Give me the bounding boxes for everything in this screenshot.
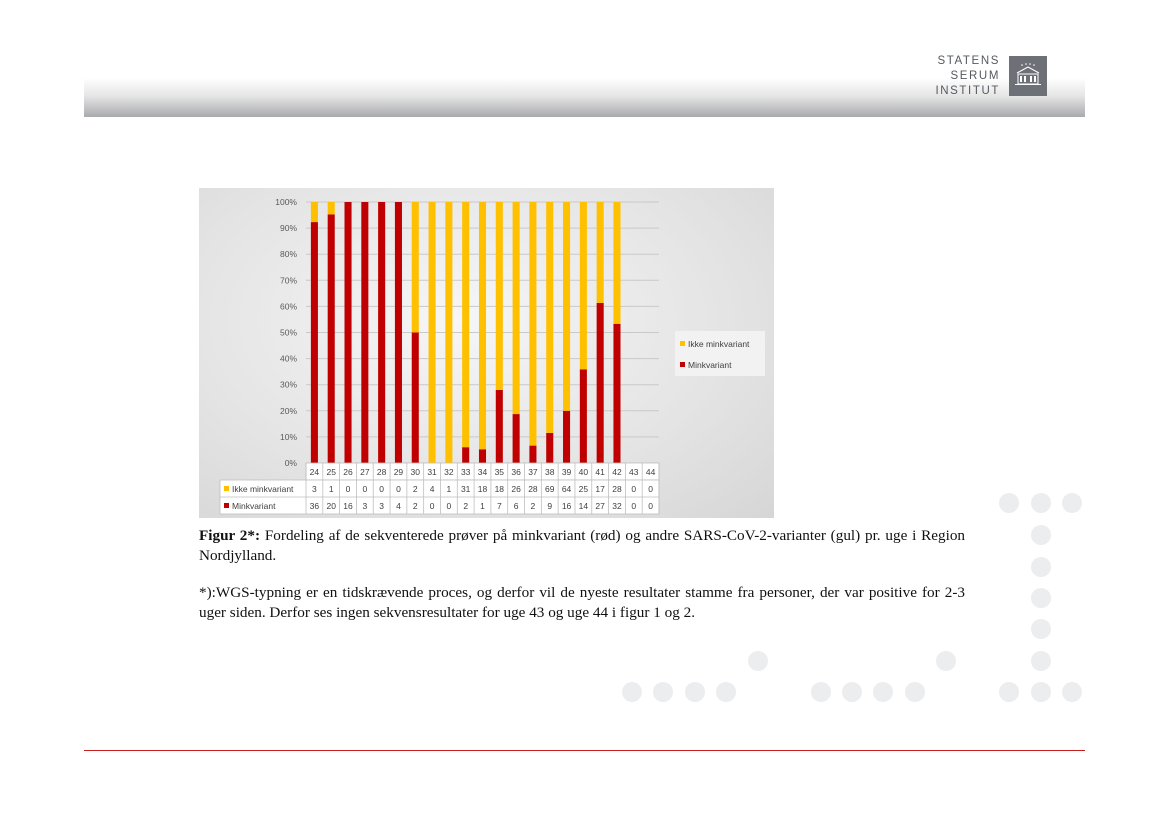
- table-cell-ikke-minkvariant: 31: [460, 484, 471, 494]
- decorative-dot: [1031, 557, 1051, 577]
- bar-minkvariant: [344, 202, 351, 463]
- bar-ikke-minkvariant: [429, 202, 436, 463]
- x-tick-label: 24: [309, 467, 320, 477]
- y-tick-label: 60%: [279, 301, 297, 312]
- x-tick-label: 37: [528, 467, 538, 477]
- decorative-dot: [1062, 682, 1082, 702]
- table-cell-minkvariant: 0: [446, 501, 452, 511]
- table-cell-ikke-minkvariant: 18: [494, 484, 505, 494]
- table-key-minkvariant: [224, 503, 229, 508]
- bar-ikke-minkvariant: [479, 202, 486, 449]
- table-cell-ikke-minkvariant: 0: [648, 484, 653, 494]
- table-cell-minkvariant: 2: [530, 501, 536, 511]
- bar-ikke-minkvariant: [513, 202, 520, 414]
- decorative-dot: [653, 682, 673, 702]
- table-cell-minkvariant: 32: [612, 501, 622, 511]
- x-tick-label: 29: [393, 467, 404, 477]
- figure-caption: [199, 526, 965, 566]
- y-tick-label: 20%: [279, 405, 297, 416]
- bar-minkvariant: [361, 202, 368, 463]
- decorative-dot: [936, 651, 956, 671]
- bar-ikke-minkvariant: [462, 202, 469, 447]
- decorative-dot: [716, 682, 736, 702]
- decorative-dot: [1031, 619, 1051, 639]
- decorative-dot: [873, 682, 893, 702]
- table-cell-minkvariant: 20: [326, 501, 336, 511]
- table-cell-minkvariant: 6: [513, 501, 519, 511]
- table-cell-minkvariant: 0: [631, 501, 637, 511]
- table-cell-ikke-minkvariant: 25: [578, 484, 589, 494]
- table-cell-minkvariant: 0: [429, 501, 435, 511]
- table-cell-ikke-minkvariant: 17: [595, 484, 605, 494]
- bar-minkvariant: [412, 333, 419, 464]
- y-tick-label: 70%: [279, 275, 297, 286]
- table-cell-ikke-minkvariant: 18: [477, 484, 488, 494]
- x-tick-label: 31: [427, 467, 437, 477]
- chart-image: [199, 188, 774, 518]
- table-cell-minkvariant: 16: [343, 501, 353, 511]
- bar-ikke-minkvariant: [445, 202, 452, 463]
- bar-minkvariant: [378, 202, 385, 463]
- table-cell-minkvariant: 9: [547, 501, 553, 511]
- bar-ikke-minkvariant: [412, 202, 419, 333]
- bar-minkvariant: [529, 446, 536, 463]
- decorative-dot: [685, 682, 705, 702]
- legend-label-ikke-minkvariant: Ikke minkvariant: [688, 339, 750, 349]
- table-cell-minkvariant: 3: [379, 501, 385, 511]
- decorative-dot: [1031, 493, 1051, 513]
- table-cell-ikke-minkvariant: 2: [412, 484, 418, 494]
- bar-ikke-minkvariant: [311, 202, 318, 222]
- x-tick-label: 34: [477, 467, 488, 477]
- decorative-dot: [842, 682, 862, 702]
- y-tick-label: 90%: [279, 223, 297, 234]
- caption-label: Figur 2*:: [199, 527, 261, 544]
- table-cell-ikke-minkvariant: 0: [379, 484, 385, 494]
- x-tick-label: 35: [494, 467, 505, 477]
- x-tick-label: 40: [578, 467, 589, 477]
- x-tick-label: 28: [376, 467, 387, 477]
- decorative-dot: [999, 682, 1019, 702]
- x-tick-label: 43: [629, 467, 639, 477]
- table-cell-minkvariant: 36: [309, 501, 320, 511]
- table-cell-minkvariant: 16: [561, 501, 572, 511]
- bar-minkvariant: [496, 390, 503, 463]
- bar-minkvariant: [580, 369, 587, 463]
- table-cell-ikke-minkvariant: 1: [446, 484, 452, 494]
- y-tick-label: 80%: [279, 249, 297, 260]
- x-tick-label: 32: [444, 467, 454, 477]
- table-cell-minkvariant: 0: [648, 501, 653, 511]
- table-row-label-ikke-minkvariant: Ikke minkvariant: [232, 484, 294, 494]
- footer-line: [84, 750, 1085, 751]
- bar-minkvariant: [597, 303, 604, 463]
- bar-ikke-minkvariant: [496, 202, 503, 390]
- decorative-dot: [622, 682, 642, 702]
- bar-minkvariant: [311, 222, 318, 463]
- bar-ikke-minkvariant: [613, 202, 620, 324]
- bar-minkvariant: [395, 202, 402, 463]
- x-tick-label: 25: [326, 467, 336, 477]
- table-cell-ikke-minkvariant: 0: [631, 484, 637, 494]
- x-tick-label: 44: [645, 467, 656, 477]
- table-cell-ikke-minkvariant: 4: [429, 484, 435, 494]
- table-cell-ikke-minkvariant: 3: [312, 484, 317, 494]
- decorative-dot: [1031, 525, 1051, 545]
- table-cell-ikke-minkvariant: 1: [328, 484, 334, 494]
- decorative-dot: [748, 651, 768, 671]
- table-cell-minkvariant: 3: [362, 501, 368, 511]
- figure-note: *):WGS-typning er en tidskrævende proces, og derfor vil de nyeste resultater stamme fra personer, der var positive for 2-3 uger siden. Derfor ses ingen sekvensresultater for uge 43 og uge 44 i figur 1 og 2.: [199, 584, 965, 621]
- caption-text: Fordeling af de sekventerede prøver på minkvariant (rød) og andre SARS-CoV-2-varianter (gul) pr. uge i Region Nordjylland.: [199, 527, 966, 564]
- bar-minkvariant: [479, 449, 486, 463]
- table-row-label-minkvariant: Minkvariant: [232, 501, 276, 511]
- decorative-dot: [999, 493, 1019, 513]
- x-tick-label: 36: [511, 467, 521, 477]
- table-cell-ikke-minkvariant: 64: [561, 484, 572, 494]
- y-tick-label: 10%: [279, 431, 297, 442]
- legend-swatch-ikke-minkvariant: [680, 341, 685, 346]
- x-tick-label: 30: [410, 467, 420, 477]
- y-tick-label: 100%: [275, 197, 297, 207]
- y-tick-label: 0%: [284, 458, 297, 468]
- x-tick-label: 39: [561, 467, 572, 477]
- decorative-dot: [905, 682, 925, 702]
- x-tick-label: 33: [460, 467, 471, 477]
- bar-ikke-minkvariant: [563, 202, 570, 411]
- decorative-dot: [811, 682, 831, 702]
- logo-line-1: STATENS: [937, 55, 1000, 67]
- table-cell-minkvariant: 4: [396, 501, 401, 511]
- legend-label-minkvariant: Minkvariant: [688, 360, 732, 370]
- bar-ikke-minkvariant: [529, 202, 536, 446]
- logo-line-2: SERUM: [950, 70, 1000, 82]
- bar-minkvariant: [513, 414, 520, 463]
- table-cell-minkvariant: 2: [463, 501, 469, 511]
- table-cell-ikke-minkvariant: 0: [345, 484, 351, 494]
- table-cell-ikke-minkvariant: 28: [528, 484, 538, 494]
- table-cell-minkvariant: 1: [480, 501, 485, 511]
- bar-ikke-minkvariant: [546, 202, 553, 433]
- decorative-dot: [1062, 493, 1082, 513]
- bar-minkvariant: [563, 411, 570, 463]
- bar-ikke-minkvariant: [597, 202, 604, 303]
- x-tick-label: 26: [343, 467, 353, 477]
- table-cell-ikke-minkvariant: 0: [362, 484, 368, 494]
- decorative-dot: [1031, 651, 1051, 671]
- decorative-dot: [1031, 588, 1051, 608]
- logo-line-3: INSTITUT: [935, 85, 1000, 97]
- x-tick-label: 38: [545, 467, 555, 477]
- bar-minkvariant: [328, 214, 335, 463]
- table-cell-ikke-minkvariant: 69: [545, 484, 555, 494]
- y-tick-label: 50%: [279, 327, 297, 338]
- y-tick-label: 40%: [279, 353, 297, 364]
- bar-minkvariant: [613, 324, 620, 463]
- table-cell-ikke-minkvariant: 26: [511, 484, 521, 494]
- bar-ikke-minkvariant: [328, 202, 335, 214]
- table-cell-minkvariant: 7: [496, 501, 502, 511]
- x-tick-label: 42: [612, 467, 622, 477]
- y-tick-label: 30%: [279, 379, 297, 390]
- bar-ikke-minkvariant: [580, 202, 587, 369]
- decorative-dot: [1031, 682, 1051, 702]
- table-cell-minkvariant: 2: [412, 501, 418, 511]
- bar-minkvariant: [462, 447, 469, 463]
- bar-minkvariant: [546, 433, 553, 463]
- table-key-ikke-minkvariant: [224, 486, 229, 491]
- table-cell-minkvariant: 14: [578, 501, 589, 511]
- stacked-bar-chart: [199, 188, 774, 518]
- table-cell-minkvariant: 27: [595, 501, 605, 511]
- table-cell-ikke-minkvariant: 0: [396, 484, 401, 494]
- legend-swatch-minkvariant: [680, 362, 685, 367]
- x-tick-label: 27: [360, 467, 370, 477]
- table-cell-ikke-minkvariant: 28: [612, 484, 622, 494]
- x-tick-label: 41: [595, 467, 605, 477]
